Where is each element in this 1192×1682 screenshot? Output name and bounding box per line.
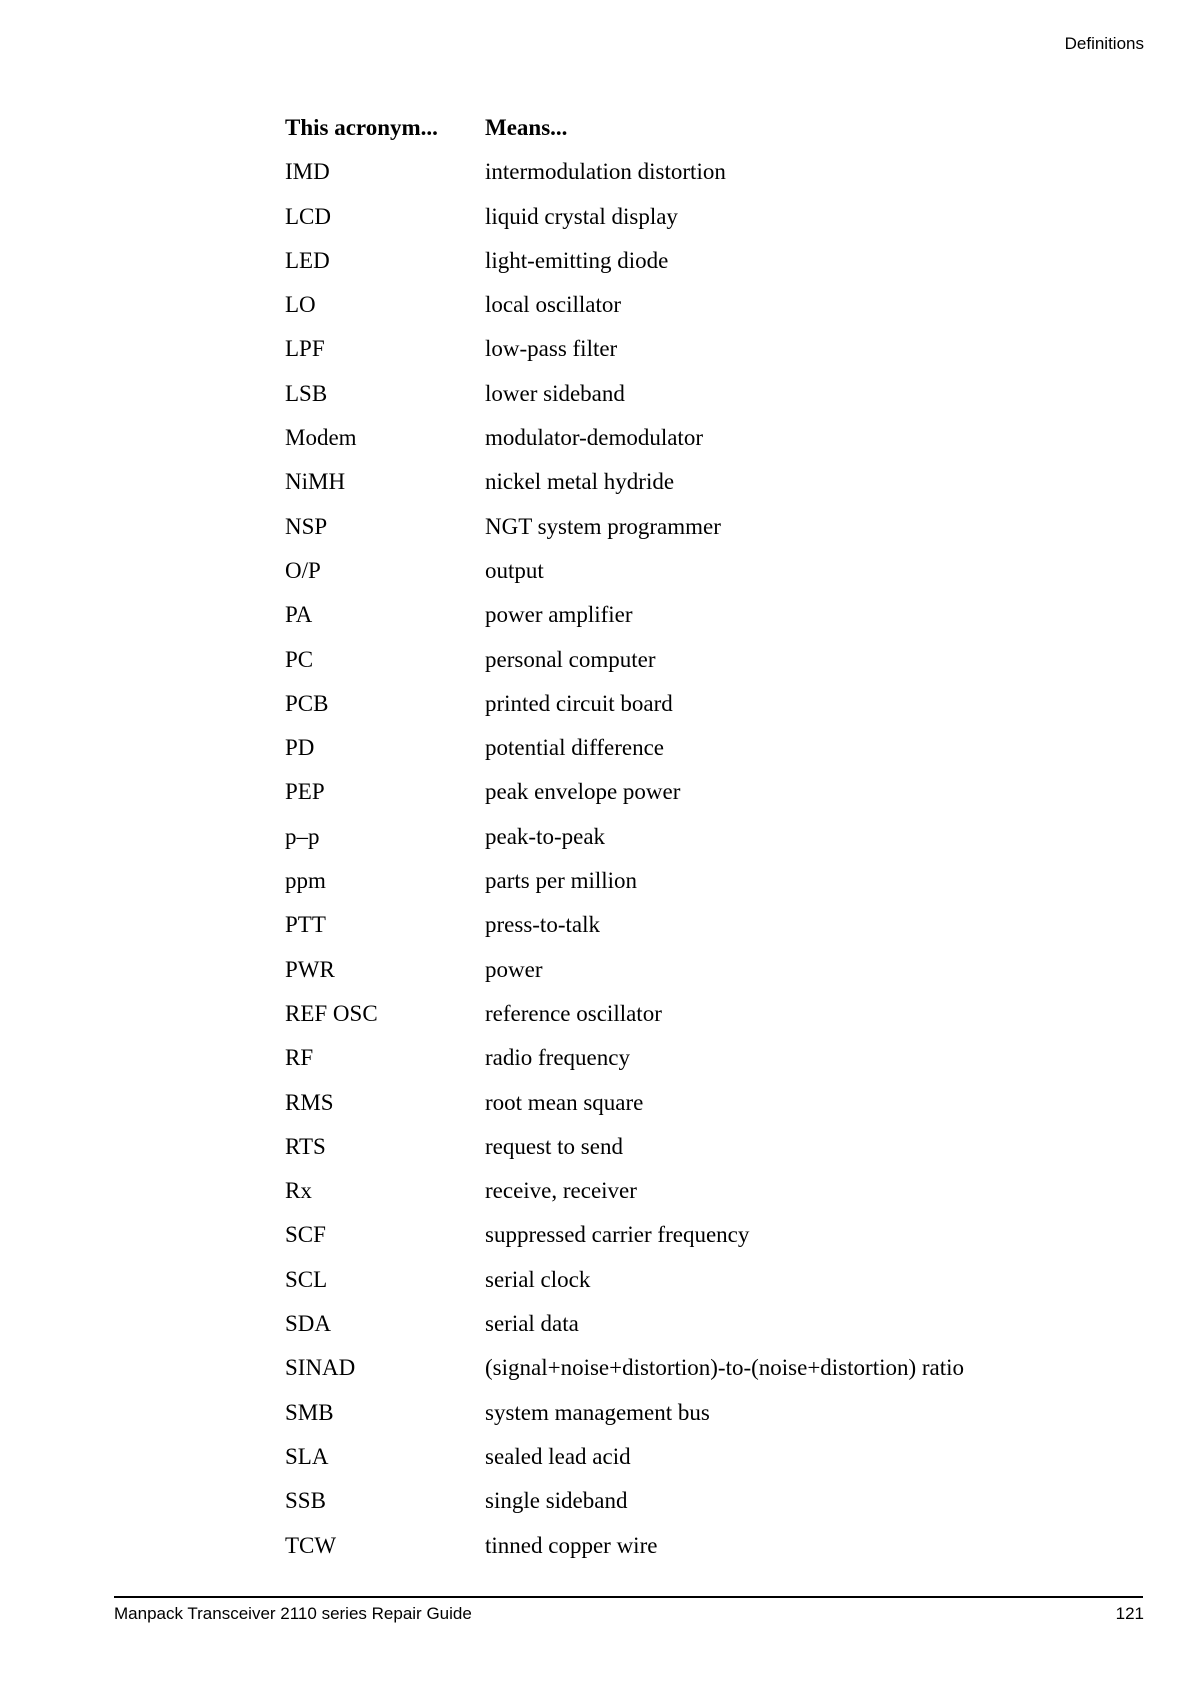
meaning-cell: output [485, 557, 544, 583]
table-row [285, 1258, 964, 1302]
acronym-cell: PCB [285, 690, 329, 716]
acronym-cell: RMS [285, 1089, 334, 1115]
acronym-cell: LCD [285, 203, 331, 229]
acronym-cell: SINAD [285, 1355, 356, 1381]
table-row [285, 859, 964, 903]
acronym-cell: LSB [285, 380, 328, 406]
meaning-cell: light-emitting diode [485, 247, 669, 273]
acronym-cell: PTT [285, 912, 326, 938]
table-row [285, 1524, 964, 1568]
meaning-cell: root mean square [485, 1089, 644, 1115]
meaning-cell: request to send [485, 1133, 623, 1159]
meaning-cell: local oscillator [485, 292, 622, 318]
acronym-cell: Modem [285, 425, 357, 451]
meaning-cell: suppressed carrier frequency [485, 1222, 750, 1248]
acronym-cell: SCF [285, 1222, 326, 1248]
column-header-acronym: This acronym... [285, 115, 438, 140]
acronym-cell: RF [285, 1045, 314, 1071]
acronym-cell: LED [285, 247, 330, 273]
meaning-cell: nickel metal hydride [485, 469, 675, 495]
acronym-cell: IMD [285, 159, 330, 185]
acronym-cell: PWR [285, 956, 335, 982]
meaning-cell: tinned copper wire [485, 1532, 658, 1558]
meaning-cell: parts per million [485, 868, 638, 894]
acronym-cell: PC [285, 646, 314, 672]
meaning-cell: press-to-talk [485, 912, 600, 938]
table-header [285, 106, 964, 150]
table-row [285, 948, 964, 992]
table-row [285, 682, 964, 726]
acronym-cell: p–p [285, 823, 320, 849]
meaning-cell: sealed lead acid [485, 1443, 631, 1469]
meaning-cell: single sideband [485, 1488, 628, 1514]
table-header-row [285, 106, 964, 150]
table-row [285, 1213, 964, 1257]
acronym-definitions-table [285, 106, 964, 1568]
meaning-cell: peak-to-peak [485, 823, 606, 849]
table-row [285, 638, 964, 682]
meaning-cell: lower sideband [485, 380, 625, 406]
table-row [285, 815, 964, 859]
table-row [285, 1346, 964, 1390]
meaning-cell: low-pass filter [485, 336, 618, 362]
acronym-cell: SLA [285, 1443, 329, 1469]
acronym-cell: O/P [285, 557, 321, 583]
meaning-cell: liquid crystal display [485, 203, 678, 229]
acronym-cell: NSP [285, 513, 328, 539]
table-row [285, 416, 964, 460]
table-row [285, 549, 964, 593]
meaning-cell: (signal+noise+distortion)-to-(noise+distortion) ratio [485, 1355, 965, 1381]
table-row [285, 1036, 964, 1080]
table-row [285, 327, 964, 371]
acronym-cell: Rx [285, 1178, 312, 1204]
acronym-cell: PD [285, 735, 315, 761]
meaning-cell: serial clock [485, 1266, 591, 1292]
table-row [285, 1081, 964, 1125]
meaning-cell: potential difference [485, 735, 665, 761]
column-header-meaning: Means... [485, 115, 568, 140]
acronym-cell: LO [285, 292, 316, 318]
meaning-cell: reference oscillator [485, 1000, 662, 1026]
footer-page-number: 121 [1115, 1604, 1144, 1623]
meaning-cell: receive, receiver [485, 1178, 637, 1204]
meaning-cell: NGT system programmer [485, 513, 721, 539]
table-row [285, 460, 964, 504]
table-row [285, 992, 964, 1036]
table-row [285, 903, 964, 947]
acronym-cell: SSB [285, 1488, 326, 1514]
meaning-cell: power amplifier [485, 602, 633, 628]
table-row [285, 1125, 964, 1169]
acronym-cell: LPF [285, 336, 325, 362]
acronym-cell: PEP [285, 779, 325, 805]
acronym-cell: NiMH [285, 469, 346, 495]
acronym-cell: SDA [285, 1311, 332, 1337]
meaning-cell: power [485, 956, 543, 982]
table-body [285, 150, 964, 1568]
acronym-cell: PA [285, 602, 313, 628]
table-row [285, 770, 964, 814]
table-row [285, 1391, 964, 1435]
footer-divider [114, 1596, 1143, 1598]
table-row [285, 1479, 964, 1523]
meaning-cell: printed circuit board [485, 690, 673, 716]
footer-document-title: Manpack Transceiver 2110 series Repair Guide [114, 1604, 472, 1623]
running-head-section-title: Definitions [1064, 34, 1144, 53]
table-row [285, 195, 964, 239]
acronym-cell: SMB [285, 1399, 334, 1425]
table-row [285, 283, 964, 327]
meaning-cell: system management bus [485, 1399, 710, 1425]
table-row [285, 239, 964, 283]
table-row [285, 1435, 964, 1479]
meaning-cell: serial data [485, 1311, 579, 1337]
meaning-cell: personal computer [485, 646, 656, 672]
table-row [285, 593, 964, 637]
table-row [285, 372, 964, 416]
table-row [285, 726, 964, 770]
acronym-cell: SCL [285, 1266, 328, 1292]
meaning-cell: radio frequency [485, 1045, 630, 1071]
meaning-cell: intermodulation distortion [485, 159, 726, 185]
acronym-cell: TCW [285, 1532, 337, 1558]
table-row [285, 505, 964, 549]
meaning-cell: modulator-demodulator [485, 425, 703, 451]
acronym-cell: RTS [285, 1133, 326, 1159]
table-row [285, 150, 964, 194]
acronym-cell: ppm [285, 868, 326, 894]
acronym-cell: REF OSC [285, 1000, 378, 1026]
meaning-cell: peak envelope power [485, 779, 681, 805]
table-row [285, 1302, 964, 1346]
table-row [285, 1169, 964, 1213]
